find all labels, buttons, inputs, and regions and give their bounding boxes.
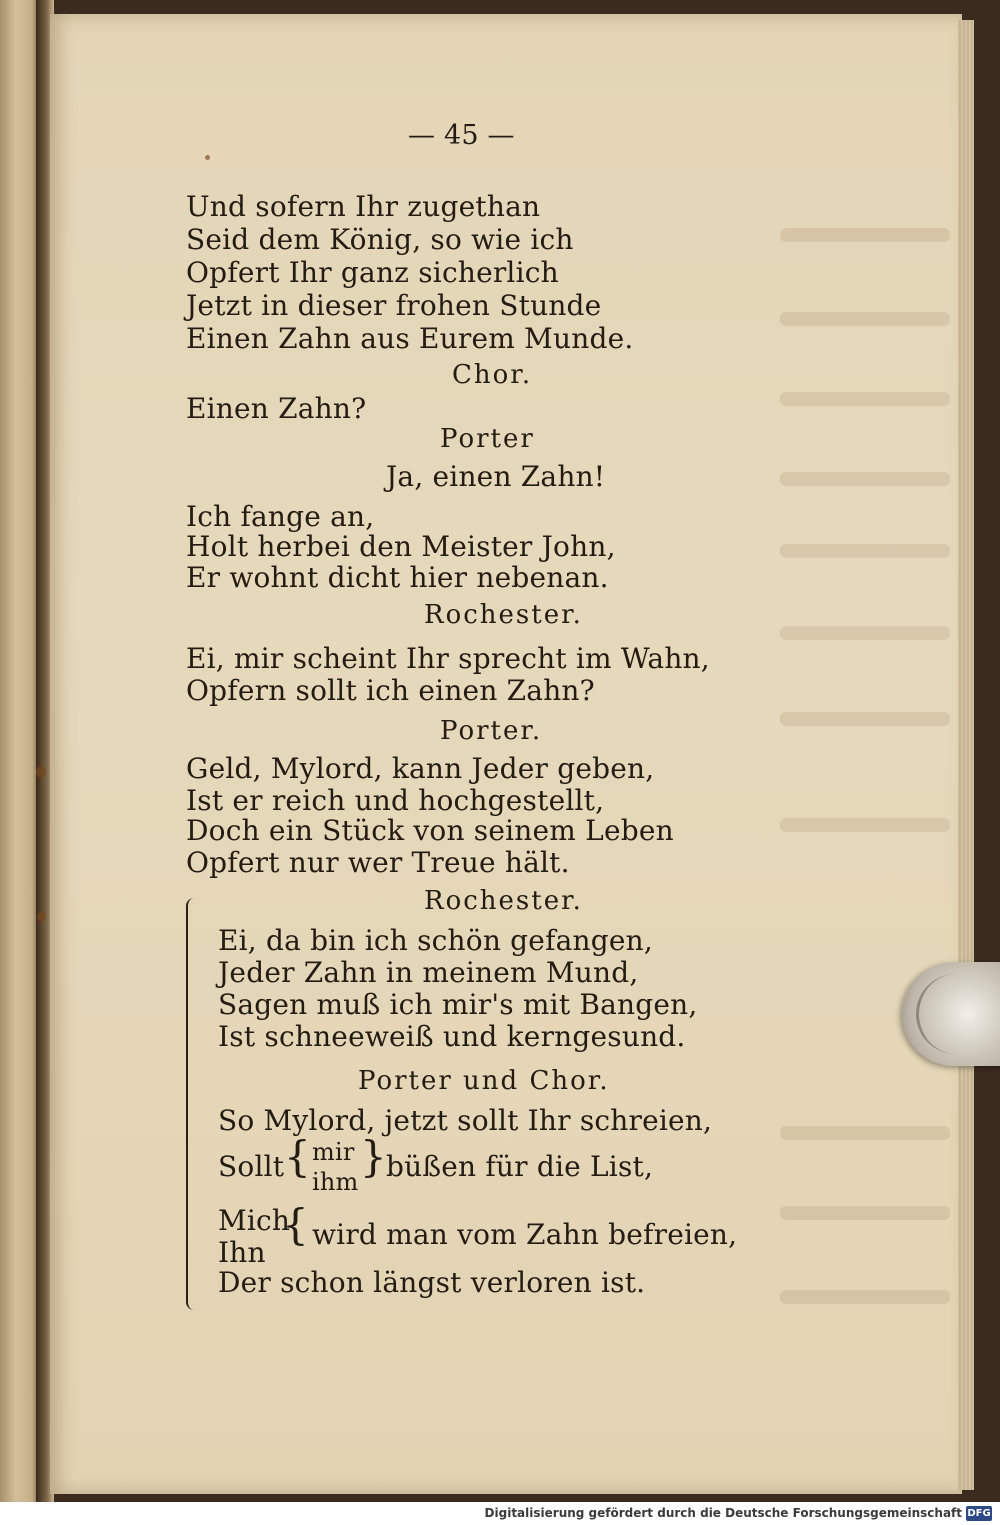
thumb-clip-inner [916, 974, 999, 1054]
bleed-through-mark [780, 626, 950, 640]
speaker-heading: Chor. [452, 360, 533, 390]
bleed-through-mark [780, 818, 950, 832]
alternate-word: Mich [218, 1204, 291, 1237]
bleed-through-mark [780, 544, 950, 558]
bleed-through-mark [780, 1290, 950, 1304]
footer-bar [0, 1502, 1000, 1525]
speaker-heading: Porter [440, 424, 535, 454]
verse-line: Ei, da bin ich schön gefangen, [218, 924, 653, 957]
funding-credit: Digitalisierung gefördert durch die Deutsche Forschungsgemeinschaft [484, 1506, 962, 1520]
verse-line: Er wohnt dicht hier nebenan. [186, 561, 609, 594]
verse-line: Jeder Zahn in meinem Mund, [218, 956, 639, 989]
bleed-through-mark [780, 472, 950, 486]
dfg-logo: DFG [967, 1508, 991, 1519]
page-number: — 45 — [408, 120, 515, 151]
verse-line: So Mylord, jetzt sollt Ihr schreien, [218, 1104, 713, 1137]
verse-word: Sollt [218, 1150, 285, 1183]
verse-line: Ja, einen Zahn! [386, 460, 606, 493]
binding-stain [36, 766, 46, 778]
verse-line: Seid dem König, so wie ich [186, 223, 574, 256]
verse-line: Opfert nur wer Treue hält. [186, 846, 570, 879]
verse-line: Sagen muß ich mir's mit Bangen, [218, 988, 698, 1021]
verse-line: Opfern sollt ich einen Zahn? [186, 674, 595, 707]
alternate-word: ihm [312, 1168, 359, 1196]
ink-dot [205, 155, 210, 160]
bleed-through-mark [780, 312, 950, 326]
binding-stain [37, 912, 46, 922]
speaker-heading: Rochester. [424, 886, 583, 916]
verse-line: Opfert Ihr ganz sicherlich [186, 256, 559, 289]
bleed-through-mark [780, 392, 950, 406]
page-stack-edge [958, 20, 974, 1490]
verse-line: Ist schneeweiß und kerngesund. [218, 1020, 686, 1053]
speaker-heading: Porter. [440, 716, 543, 746]
ensemble-bracket [186, 898, 196, 1310]
verse-line: büßen für die List, [386, 1150, 654, 1183]
verse-line: Jetzt in dieser frohen Stunde [186, 289, 602, 322]
left-brace: { [282, 1200, 309, 1249]
verse-line: Einen Zahn aus Eurem Munde. [186, 322, 634, 355]
verse-line: Ist er reich und hochgestellt, [186, 784, 605, 817]
bleed-through-mark [780, 1206, 950, 1220]
scanner-thumb-clip [902, 962, 1000, 1066]
facing-page-edge [0, 0, 40, 1502]
verse-line: wird man vom Zahn befreien, [312, 1218, 738, 1251]
verse-line: Doch ein Stück von seinem Leben [186, 814, 674, 847]
right-brace: } [360, 1132, 387, 1181]
speaker-heading: Porter und Chor. [358, 1066, 610, 1096]
left-brace: { [284, 1132, 311, 1181]
alternate-word: Ihn [218, 1236, 266, 1269]
verse-line: Ei, mir scheint Ihr sprecht im Wahn, [186, 642, 710, 675]
verse-line: Und sofern Ihr zugethan [186, 190, 541, 223]
bleed-through-mark [780, 712, 950, 726]
verse-line: Geld, Mylord, kann Jeder geben, [186, 752, 655, 785]
verse-line: Einen Zahn? [186, 392, 367, 425]
alternate-word: mir [312, 1138, 355, 1166]
speaker-heading: Rochester. [424, 600, 583, 630]
verse-line: Ich fange an, [186, 500, 375, 533]
bleed-through-mark [780, 1126, 950, 1140]
verse-line: Der schon längst verloren ist. [218, 1266, 646, 1299]
bleed-through-mark [780, 228, 950, 242]
verse-line: Holt herbei den Meister John, [186, 530, 616, 563]
